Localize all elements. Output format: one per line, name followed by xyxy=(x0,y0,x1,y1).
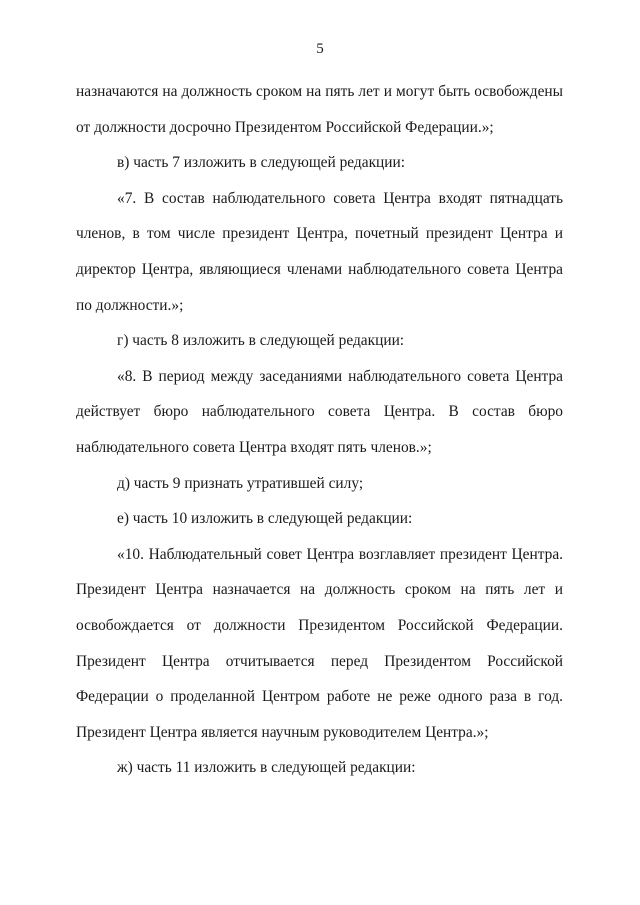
paragraph-item-d: д) часть 9 признать утратившей силу; xyxy=(117,474,364,492)
paragraph-item-v: в) часть 7 изложить в следующей редакции: xyxy=(117,154,406,172)
paragraph-item-e: е) часть 10 изложить в следующей редакции: xyxy=(117,510,413,528)
paragraph-item-zh: ж) часть 11 изложить в следующей редакции: xyxy=(117,759,416,777)
paragraph-continuation: назначаются на должность сроком на пять лет и могут быть освобождены от должности досрочно Президентом Российской Федерации.»; xyxy=(76,83,563,136)
document-body xyxy=(76,74,563,786)
page-number: 5 xyxy=(316,41,324,57)
paragraph-part-7-text: «7. В состав наблюдательного совета Центра входят пятнадцать членов, в том числе президент Центра, почетный президент Центра и директор Центра, являющиеся членами наблюдательного совета Центра по должности.»; xyxy=(76,189,563,314)
paragraph-part-10-text: «10. Наблюдательный совет Центра возглавляет президент Центра. Президент Центра назначается на должность сроком на пять лет и освобождается от должности Президентом Российской Федерации. Президент Центра отчитывается перед Президентом Российской Федерации о проделанной Центром работе не реже одного раза в год. Президент Центра является научным руководителем Центра.»; xyxy=(76,545,563,741)
paragraph-part-8-text: «8. В период между заседаниями наблюдательного совета Центра действует бюро наблюдательного совета Центра. В состав бюро наблюдательного совета Центра входят пять членов.»; xyxy=(76,367,563,456)
paragraph-item-g: г) часть 8 изложить в следующей редакции: xyxy=(117,332,405,350)
